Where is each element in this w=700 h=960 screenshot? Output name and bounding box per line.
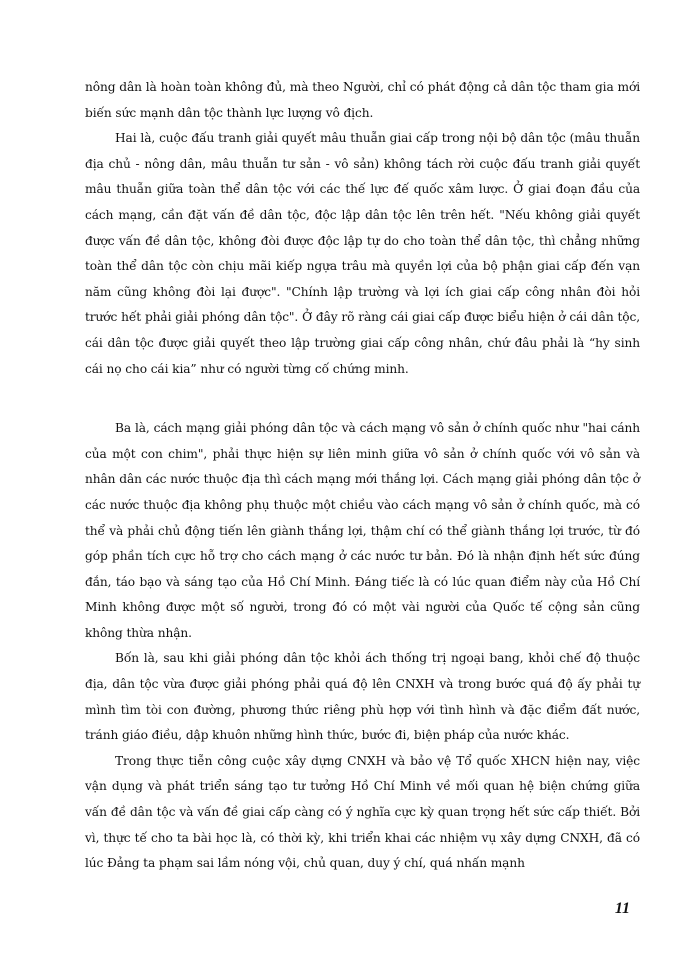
paragraph-practice: Trong thực tiễn công cuộc xây dựng CNXH và bảo vệ Tổ quốc XHCN hiện nay, việc vận dụng và phát triển sáng tạo tư tưởng Hồ Chí Minh về mối quan hệ biện chứng giữa vấn đề dân tộc và vấn đề giai cấp càng có ý nghĩa cực kỳ quan trọng hết sức cấp thiết. Bởi vì, thực tế cho ta bài học là, có thời kỳ, khi triển khai các nhiệm vụ xây dựng CNXH, đã có lúc Đảng ta phạm sai lầm nóng vội, chủ quan, duy ý chí, quá nhấn mạnh [85, 753, 640, 871]
paragraph-spacer [85, 382, 640, 416]
paragraph-point-four: Bốn là, sau khi giải phóng dân tộc khỏi ách thống trị ngoại bang, khỏi chế độ thuộc địa, dân tộc vừa được giải phóng phải quá độ lên CNXH và trong bước quá độ ấy phải tự mình tìm tòi con đường, phương thức riêng phù hợp với tình hình và đặc điểm đất nước, tránh giáo điều, dập khuôn những hình thức, bước đi, biện pháp của nước khác. [85, 651, 640, 743]
page-number: 11 [614, 900, 630, 917]
paragraph-point-three: Ba là, cách mạng giải phóng dân tộc và cách mạng vô sản ở chính quốc như "hai cánh của một con chim", phải thực hiện sự liên minh giữa vô sản ở chính quốc với vô sản và nhân dân các nước thuộc địa thì cách mạng mới thắng lợi. Cách mạng giải phóng dân tộc ở các nước thuộc địa không phụ thuộc một chiều vào cách mạng vô sản ở chính quốc, mà có thể và phải chủ động tiến lên giành thắng lợi, thậm chí có thể giành thắng lợi trước, từ đó góp phần tích cực hỗ trợ cho cách mạng ở các nước tư bản. Đó là nhận định hết sức đúng đắn, táo bạo và sáng tạo của Hồ Chí Minh. Đáng tiếc là có lúc quan điểm này của Hồ Chí Minh không được một số người, trong đó có một vài người của Quốc tế cộng sản cũng không thừa nhận. [85, 421, 640, 640]
body-text [85, 75, 640, 877]
paragraph-point-two: Hai là, cuộc đấu tranh giải quyết mâu thuẫn giai cấp trong nội bộ dân tộc (mâu thuẫn địa chủ - nông dân, mâu thuẫn tư sản - vô sản) không tách rời cuộc đấu tranh giải quyết mâu thuẫn giữa toàn thể dân tộc với các thế lực đế quốc xâm lược. Ở giai đoạn đầu của cách mạng, cần đặt vấn đề dân tộc, độc lập dân tộc lên trên hết. "Nếu không giải quyết được vấn đề dân tộc, không đòi được độc lập tự do cho toàn thể dân tộc, thì chẳng những toàn thể dân tộc còn chịu mãi kiếp ngựa trâu mà quyền lợi của bộ phận giai cấp đến vạn năm cũng không đòi lại được". "Chính lập trường và lợi ích giai cấp công nhân đòi hỏi trước hết phải giải phóng dân tộc". Ở đây rõ ràng cái giai cấp được biểu hiện ở cái dân tộc, cái dân tộc được giải quyết theo lập trường giai cấp công nhân, chứ đâu phải là “hy sinh cái nọ cho cái kia” như có người từng cố chứng minh. [85, 131, 640, 376]
paragraph-continued: nông dân là hoàn toàn không đủ, mà theo Người, chỉ có phát động cả dân tộc tham gia mới biến sức mạnh dân tộc thành lực lượng vô địch. [85, 80, 640, 120]
